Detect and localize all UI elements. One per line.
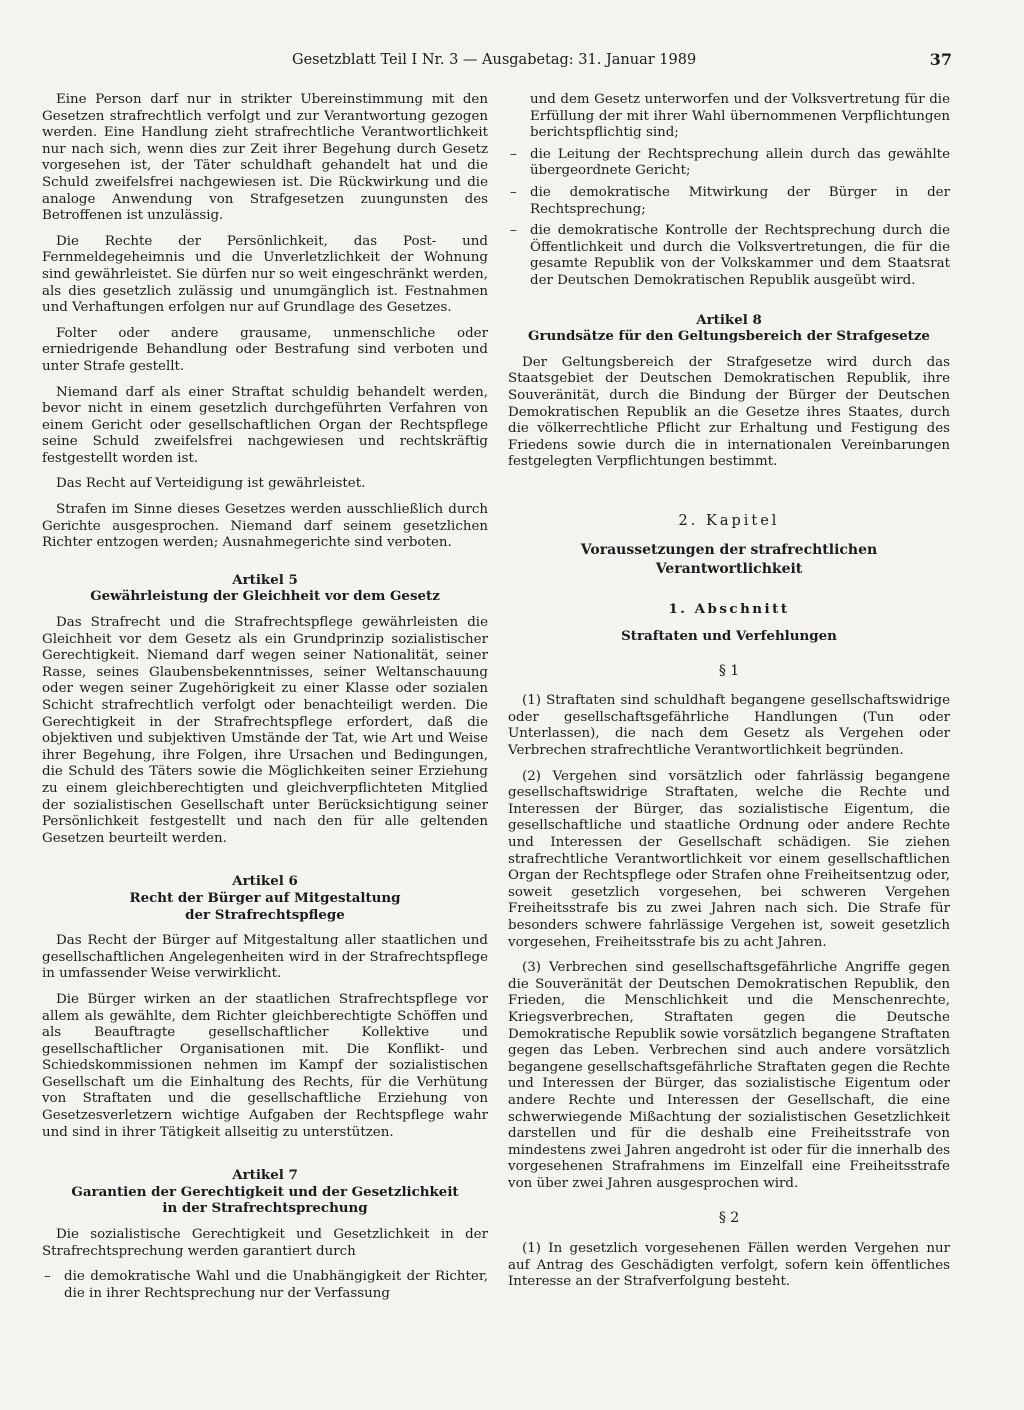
paragraph: (1) In gesetzlich vorgesehenen Fällen werden Vergehen nur auf Antrag des Geschädigten verfolgt, sofern kein öffentliches Interesse an der Strafverfolgung besteht. <box>508 1241 950 1290</box>
gazette-title: Gesetzblatt Teil I Nr. 3 — Ausgabetag: 31. Januar 1989 <box>292 52 697 68</box>
paragraph: (1) Straftaten sind schuldhaft begangene gesellschaftswidrige oder gesellschaftsgefährliche Handlungen (Tun oder Unterlassen), die nach dem Gesetz als Vergehen oder Verbrechen strafrechtliche Verantwortlichkeit begründen. <box>508 693 950 759</box>
dash-item-continued: und dem Gesetz unterworfen und der Volksvertretung für die Erfüllung der mit ihrer Wahl übernommenen Verpflichtungen berichtspflichtig sind; <box>530 92 950 141</box>
left-column <box>42 92 488 1392</box>
dash-item: – die Leitung der Rechtsprechung allein durch das gewählte übergeordnete Gericht; <box>508 147 950 180</box>
dash-item: – die demokratische Kontrolle der Rechtsprechung durch die Öffentlichkeit und durch die Volksvertretungen, die für die gesamte Republik von der Volkskammer und dem Staatsrat der Deutschen Demokratischen Republik ausgeübt wird. <box>508 223 950 289</box>
article-7-title-line2: in der Strafrechtsprechung <box>162 1200 368 1217</box>
paragraph-sign-2: § 2 <box>718 1210 740 1227</box>
dash-item: – die demokratische Mitwirkung der Bürger in der Rechtsprechung; <box>508 185 950 218</box>
paragraph: Folter oder andere grausame, unmenschliche oder erniedrigende Behandlung oder Bestrafung sind verboten und unter Strafe gestellt. <box>42 325 488 374</box>
paragraph: Strafen im Sinne dieses Gesetzes werden ausschließlich durch Gerichte ausgesprochen. Niemand darf seinem gesetzlichen Richter entzogen werden; Ausnahmegerichte sind verboten. <box>42 502 488 551</box>
article-6-title-line2: der Strafrechtspflege <box>185 906 345 923</box>
section-label: 1. Abschnitt <box>668 601 790 618</box>
paragraph: Die sozialistische Gerechtigkeit und Gesetzlichkeit in der Strafrechtsprechung werden garantiert durch <box>42 1227 488 1259</box>
page-header <box>292 50 952 72</box>
paragraph: Das Recht der Bürger auf Mitgestaltung aller staatlichen und gesellschaftlichen Angelegenheiten wird in der Strafrechtspflege in umfassender Weise verwirklicht. <box>42 933 488 982</box>
section-title: Straftaten und Verfehlungen <box>621 628 837 645</box>
dash-item: – die demokratische Wahl und die Unabhängigkeit der Richter, die in ihrer Rechtsprechung nur der Verfassung <box>42 1269 488 1302</box>
paragraph: (3) Verbrechen sind gesellschaftsgefährliche Angriffe gegen die Souveränität der Deutschen Demokratischen Republik, den Frieden, die Menschlichkeit und die Menschenrechte, Kriegsverbrechen, Straftaten gegen die Deutsche Demokratische Republik sowie vorsätzlich begangene Straftaten gegen das Leben. Verbrechen sind auch andere vorsätzlich begangene gesellschaftsgefährliche Straftaten gegen die Rechte und Interessen der Bürger, das sozialistische Eigentum oder andere Rechte und Interessen der Gesellschaft, die eine schwerwiegende Mißachtung der sozialistischen Gesetzlichkeit darstellen und für die deshalb eine Freiheitsstrafe von mindestens zwei Jahren angedroht ist oder für die innerhalb des vorgesehenen Strafrahmens im Einzelfall eine Freiheitsstrafe von über zwei Jahren ausgesprochen wird. <box>508 960 950 1191</box>
paragraph: Eine Person darf nur in strikter Übereinstimmung mit den Gesetzen strafrechtlich verfolgt und zur Verantwortung gezogen werden. Eine Handlung zieht strafrechtliche Verantwortlichkeit nur nach sich, wenn dies zur Zeit ihrer Begehung durch Gesetz vorgesehen ist, der Täter schuldhaft gehandelt hat und die Schuld zweifelsfrei nachgewiesen ist. Die Rückwirkung und die analoge Anwendung von Strafgesetzen zuungunsten des Betroffenen ist unzulässig. <box>42 92 488 224</box>
article-6-label: Artikel 6 <box>232 873 298 890</box>
article-5-label: Artikel 5 <box>232 571 298 588</box>
article-6-title-line1: Recht der Bürger auf Mitgestaltung <box>129 889 401 906</box>
paragraph: Der Geltungsbereich der Strafgesetze wird durch das Staatsgebiet der Deutschen Demokratischen Republik, ihre Souveränität, durch die Bindung der Bürger der Deutschen Demokratischen Republik an die Gesetze ihres Staates, durch die völkerrechtliche Pflicht zur Erhaltung und Festigung des Friedens sowie durch die in internationalen Vereinbarungen festgelegten Verpflichtungen bestimmt. <box>508 354 950 470</box>
paragraph: Die Rechte der Persönlichkeit, das Post- und Fernmeldegeheimnis und die Unverletzlichkeit der Wohnung sind gewährleistet. Sie dürfen nur so weit eingeschränkt werden, als dies gesetzlich zulässig und unumgänglich ist. Festnahmen und Verhaftungen erfolgen nur auf Grundlage des Gesetzes. <box>42 233 488 316</box>
article-5-title: Gewährleistung der Gleichheit vor dem Gesetz <box>90 588 440 605</box>
right-column <box>508 92 950 1392</box>
article-8-label: Artikel 8 <box>696 311 762 328</box>
paragraph: (2) Vergehen sind vorsätzlich oder fahrlässig begangene gesellschaftswidrige Straftaten, welche die Rechte und Interessen der Bürger, das sozialistische Eigentum, die gesellschaftliche und staatliche Ordnung oder andere Rechte und Interessen der Gesellschaft schädigen. Sie ziehen strafrechtliche Verantwortlichkeit vor einem gesellschaftlichen Organ der Rechtspflege oder Strafen ohne Freiheitsentzug oder, soweit gesetzlich vorgesehen, bei schweren Vergehen Freiheitsstrafe bis zu zwei Jahren nach sich. Die Strafe für besonders schwere fahrlässige Vergehen ist, soweit gesetzlich vorgesehen, Freiheitsstrafe bis zu acht Jahren. <box>508 768 950 950</box>
article-7-title-line1: Garantien der Gerechtigkeit und der Gesetzlichkeit <box>71 1183 459 1200</box>
chapter-title-line1: Voraussetzungen der strafrechtlichen <box>580 542 878 559</box>
paragraph: Das Strafrecht und die Strafrechtspflege gewährleisten die Gleichheit vor dem Gesetz als ein Grundprinzip sozialistischer Gerechtigkeit. Niemand darf wegen seiner Nationalität, seiner Rasse, seines Glaubensbekenntnisses, seiner Weltanschauung oder wegen seiner Zugehörigkeit zu einer Klasse oder sozialen Schicht strafrechtlich verfolgt oder benachteiligt werden. Die Gerechtigkeit in der Strafrechtspflege erfordert, daß die objektiven und subjektiven Umstände der Tat, wie Art und Weise ihrer Begehung, ihre Folgen, ihre Ursachen und Bedingungen, die Schuld des Täters sowie die Möglichkeiten seiner Erziehung zu einem gleichberechtigten und gleichverpflichteten Mitglied der sozialistischen Gesellschaft unter Berücksichtigung seiner Persönlichkeit festgestellt und nach den für alle geltenden Gesetzen beurteilt werden. <box>42 615 488 846</box>
chapter-label: 2. Kapitel <box>678 512 780 529</box>
paragraph-sign-1: § 1 <box>718 662 740 679</box>
paragraph: Niemand darf als einer Straftat schuldig behandelt werden, bevor nicht in einem gesetzlich durchgeführten Verfahren von einem Gericht oder gesellschaftlichen Organ der Rechtspflege seine Schuld zweifelsfrei nachgewiesen und rechtskräftig festgestellt worden ist. <box>42 384 488 466</box>
page-number: 37 <box>929 50 952 69</box>
paragraph: Die Bürger wirken an der staatlichen Strafrechtspflege vor allem als gewählte, dem Richter gleichberechtigte Schöffen und als Beauftragte gesellschaftlicher Kollektive und gesellschaftlicher Organisationen mit. Die Konflikt- und Schiedskommissionen nehmen im Kampf der sozialistischen Gesellschaft um die Einhaltung des Rechts, für die Verhütung von Straftaten und die gesellschaftliche Erziehung von Gesetzesverletzern wichtige Aufgaben der Rechtspflege wahr und sind in ihrer Tätigkeit allseitig zu unterstützen. <box>42 991 488 1140</box>
paragraph: Das Recht auf Verteidigung ist gewährleistet. <box>56 476 366 492</box>
chapter-title-line2: Verantwortlichkeit <box>655 561 803 578</box>
article-7-label: Artikel 7 <box>232 1167 298 1184</box>
article-8-title: Grundsätze für den Geltungsbereich der Strafgesetze <box>528 328 930 345</box>
